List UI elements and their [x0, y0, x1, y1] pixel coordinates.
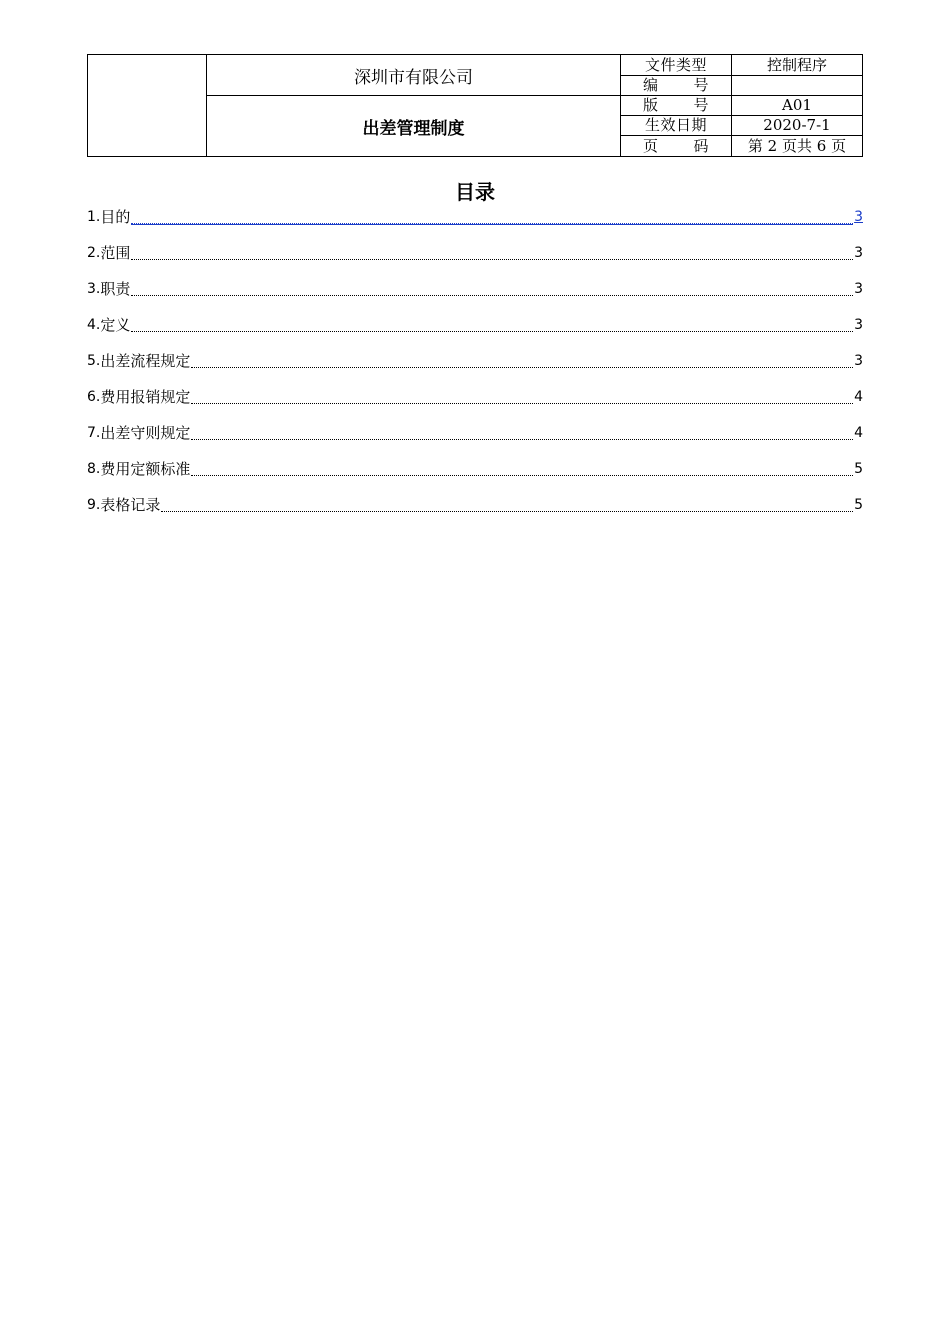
toc-entry[interactable]: [87, 422, 863, 458]
header-table: [87, 54, 863, 157]
toc-entry-number: 2.: [87, 245, 101, 261]
toc-dot-leader: [131, 278, 853, 296]
toc-entry-page: 3: [854, 281, 863, 297]
toc-title: 目录: [455, 180, 495, 204]
meta-row-number: [621, 76, 862, 96]
toc-dot-leader: [161, 494, 853, 512]
header-meta: [621, 55, 862, 156]
table-of-contents: [87, 206, 863, 530]
version-label: [621, 96, 732, 115]
toc-entry-number: 7.: [87, 425, 101, 441]
number-value: [732, 76, 862, 95]
toc-dot-leader: [191, 458, 853, 476]
company-name: 深圳市有限公司: [207, 55, 620, 96]
toc-entry-number: 5.: [87, 353, 101, 369]
toc-entry-page: 3: [854, 245, 863, 261]
document-title: 出差管理制度: [362, 118, 465, 139]
page-label-char-1: 页: [643, 136, 659, 155]
header-middle: [207, 55, 621, 156]
toc-entry[interactable]: [87, 314, 863, 350]
toc-entry-label: 定义: [100, 316, 131, 334]
date-label: 生效日期: [621, 116, 732, 135]
toc-entry-number: 6.: [87, 389, 101, 405]
toc-entry-page: 3: [854, 209, 863, 225]
toc-entry-label: 目的: [100, 208, 131, 226]
toc-dot-leader: [191, 386, 853, 404]
toc-entry-number: 1.: [87, 209, 101, 225]
version-label-char-1: 版: [643, 96, 659, 114]
meta-row-date: [621, 116, 862, 136]
toc-entry-label: 费用定额标准: [100, 460, 191, 478]
number-label-char-1: 编: [643, 76, 659, 94]
toc-entry-page: 4: [854, 389, 863, 405]
toc-dot-leader: [131, 206, 853, 224]
date-value: 2020-7-1: [763, 116, 831, 134]
toc-entry[interactable]: [87, 458, 863, 494]
toc-entry[interactable]: [87, 386, 863, 422]
type-value: 控制程序: [766, 55, 827, 74]
toc-entry-label: 出差守则规定: [100, 424, 191, 442]
toc-entry[interactable]: [87, 242, 863, 278]
page-label-char-2: 码: [693, 136, 709, 155]
toc-entry-page: 4: [854, 425, 863, 441]
toc-entry-number: 9.: [87, 497, 101, 513]
toc-entry-page: 3: [854, 317, 863, 333]
toc-dot-leader: [131, 242, 853, 260]
meta-row-type: [621, 55, 862, 76]
toc-entry-label: 范围: [100, 244, 131, 262]
toc-entry[interactable]: [87, 278, 863, 314]
toc-entry-page: 5: [854, 461, 863, 477]
number-label: [621, 76, 732, 95]
version-label-char-2: 号: [693, 96, 709, 114]
toc-dot-leader: [191, 350, 853, 368]
meta-row-version: [621, 96, 862, 116]
toc-entry[interactable]: [87, 206, 863, 242]
toc-entry-number: 4.: [87, 317, 101, 333]
type-label: 文件类型: [621, 55, 732, 75]
toc-entry-label: 费用报销规定: [100, 388, 191, 406]
page-value: 第 2 页共 6 页: [747, 136, 847, 155]
toc-entry[interactable]: [87, 350, 863, 386]
meta-row-page: [621, 136, 862, 156]
toc-entry-label: 表格记录: [100, 496, 161, 514]
toc-entry-label: 职责: [100, 280, 131, 298]
page-label: [621, 136, 732, 156]
version-value: A01: [782, 96, 812, 114]
toc-dot-leader: [191, 422, 853, 440]
toc-entry-page: 5: [854, 497, 863, 513]
number-label-char-2: 号: [693, 76, 709, 94]
logo-cell: [88, 55, 207, 156]
toc-entry-number: 8.: [87, 461, 101, 477]
toc-entry-label: 出差流程规定: [100, 352, 191, 370]
toc-entry-page: 3: [854, 353, 863, 369]
toc-entry-number: 3.: [87, 281, 101, 297]
toc-entry[interactable]: [87, 494, 863, 530]
toc-dot-leader: [131, 314, 853, 332]
